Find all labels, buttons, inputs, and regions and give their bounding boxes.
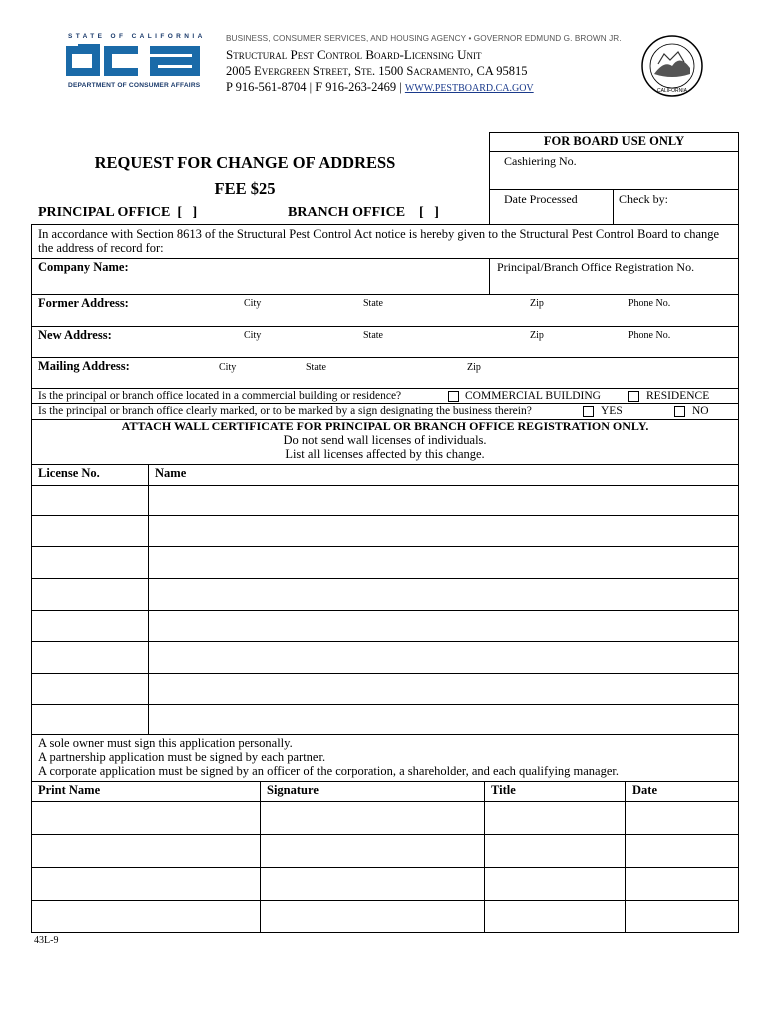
board-name: Structural Pest Control Board-Licensing Unit [226,47,482,62]
license-no-header: License No. [38,466,100,480]
form-fee: FEE $25 [214,179,276,198]
residence-checkbox[interactable] [628,391,639,402]
sign-rule-1: A sole owner must sign this application personally. [38,736,293,750]
marked-question: Is the principal or branch office clearly marked, or to be marked by a sign designating the business therein? [38,405,532,417]
mailing-city-label: City [219,362,237,373]
mailing-address-label: Mailing Address: [38,359,130,373]
registration-no-label: Principal/Branch Office Registration No. [497,260,695,274]
logo-state-text: STATE OF CALIFORNIA [68,33,206,40]
dca-logo [66,44,206,78]
print-name-header: Print Name [38,783,101,797]
state-seal-icon [640,34,704,98]
date-header: Date [632,783,657,797]
building-question: Is the principal or branch office located in a commercial building or residence? [38,390,402,402]
board-use-heading: FOR BOARD USE ONLY [543,134,685,148]
website-link[interactable]: WWW.PESTBOARD.CA.GOV [404,83,534,94]
phone-text: P 916-561-8704 | F 916-263-2469 | [226,80,402,94]
name-header: Name [155,466,187,480]
date-processed-label: Date Processed [504,192,578,206]
board-address: 2005 Evergreen Street, Ste. 1500 Sacramento, CA 95815 [226,64,528,78]
new-city-label: City [244,330,262,341]
branch-office-checkbox[interactable]: BRANCH OFFICE [ ] [288,205,439,220]
cashiering-label: Cashiering No. [504,154,577,168]
former-address-label: Former Address: [38,296,129,310]
principal-office-checkbox[interactable]: PRINCIPAL OFFICE [ ] [38,205,198,220]
board-phone [226,80,534,95]
agency-line: BUSINESS, CONSUMER SERVICES, AND HOUSING AGENCY • GOVERNOR EDMUND G. BROWN JR. [226,34,622,43]
no-wall-instruction: Do not send wall licenses of individuals. [283,433,487,447]
new-phone-label: Phone No. [628,330,671,341]
title-header: Title [491,783,516,797]
seal-label: CALIFORNIA [656,88,688,94]
form-number: 43L-9 [34,935,59,946]
commercial-label: COMMERCIAL BUILDING [465,390,601,402]
mailing-state-label: State [306,362,326,373]
check-by-label: Check by: [619,192,668,206]
residence-label: RESIDENCE [646,390,710,402]
no-label: NO [692,405,709,417]
former-zip-label: Zip [530,298,544,309]
new-zip-label: Zip [530,330,544,341]
logo-dept-text: DEPARTMENT OF CONSUMER AFFAIRS [68,82,201,89]
former-city-label: City [244,298,262,309]
form-title: REQUEST FOR CHANGE OF ADDRESS [94,153,396,172]
mailing-zip-label: Zip [467,362,481,373]
company-name-label: Company Name: [38,260,129,274]
former-state-label: State [363,298,383,309]
no-checkbox[interactable] [674,406,685,417]
former-phone-label: Phone No. [628,298,671,309]
commercial-checkbox[interactable] [448,391,459,402]
yes-label: YES [601,405,623,417]
signature-header: Signature [267,783,319,797]
notice-text: In accordance with Section 8613 of the Structural Pest Control Act notice is hereby given to the Structural Pest Control Board to change the address of record for: [38,227,720,255]
yes-checkbox[interactable] [583,406,594,417]
new-address-label: New Address: [38,328,112,342]
attach-instruction: ATTACH WALL CERTIFICATE FOR PRINCIPAL OR BRANCH OFFICE REGISTRATION ONLY. [121,419,649,433]
sign-rule-3: A corporate application must be signed by an officer of the corporation, a shareholder, and each qualifying manager. [38,764,620,778]
new-state-label: State [363,330,383,341]
sign-rule-2: A partnership application must be signed by each partner. [38,750,326,764]
list-all-instruction: List all licenses affected by this change. [285,447,485,461]
